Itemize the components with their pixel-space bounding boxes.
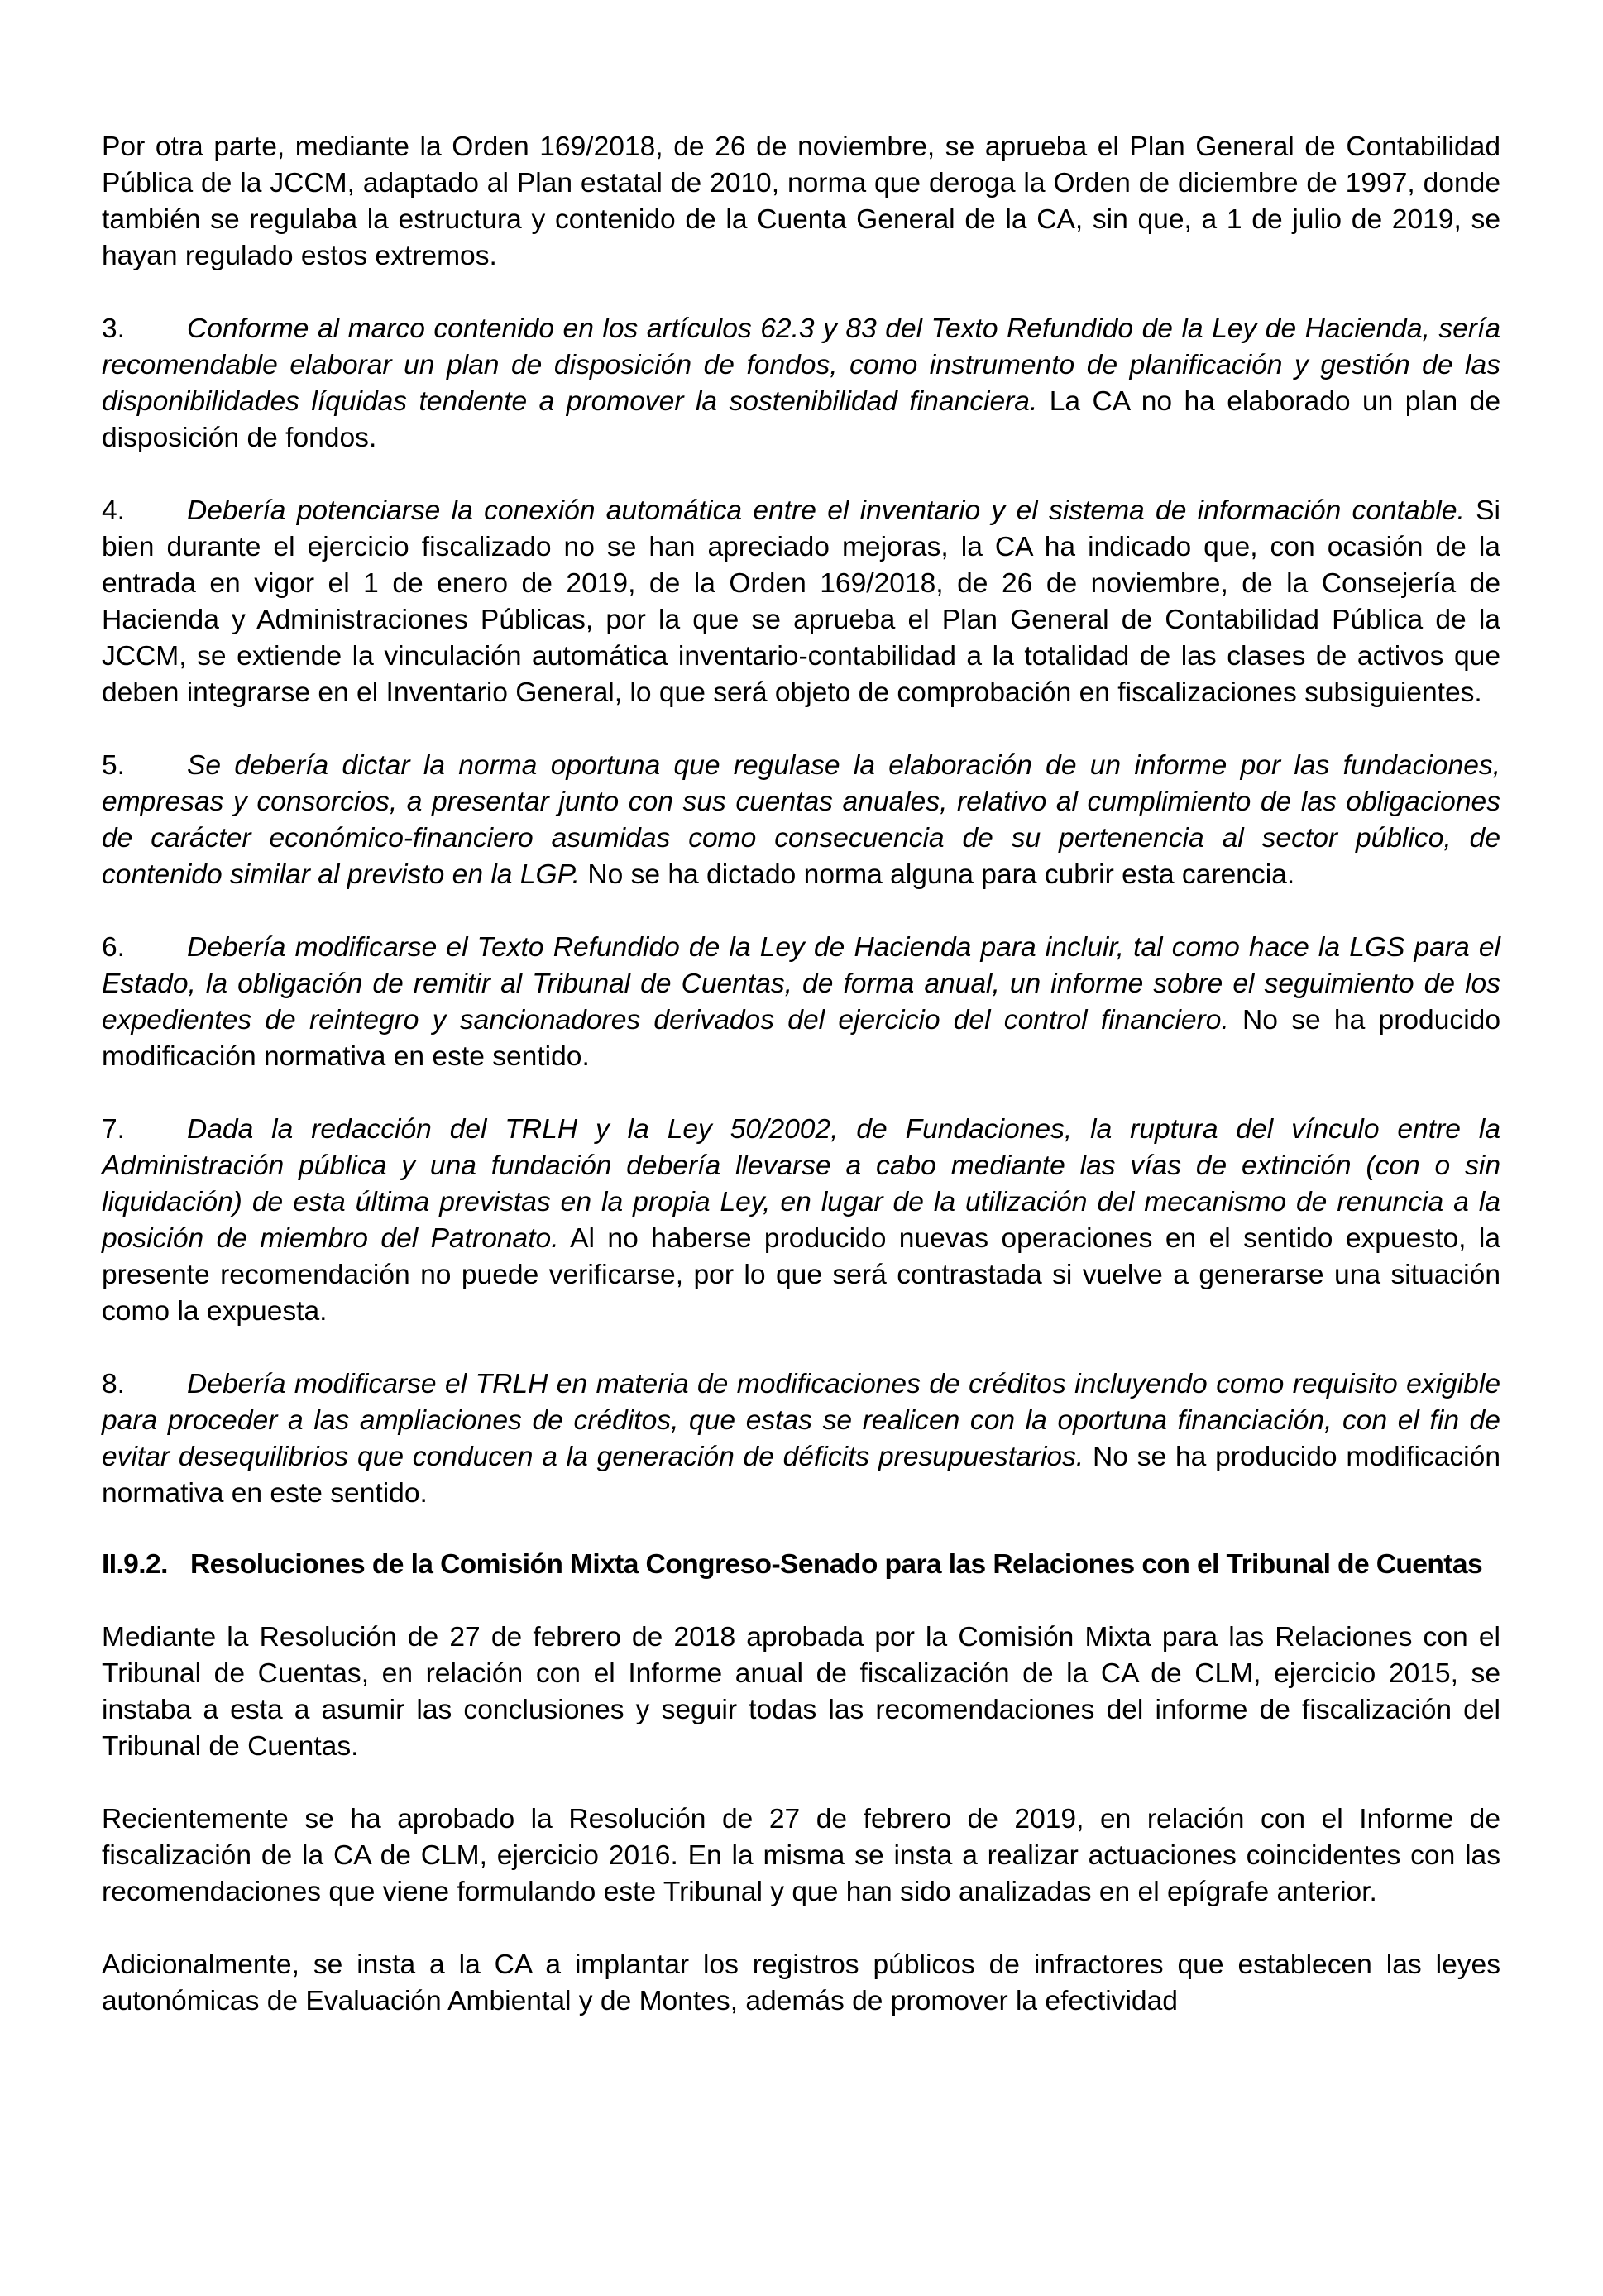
- recommendation-3: [102, 311, 1500, 457]
- recommendation-number: 8.: [102, 1369, 126, 1399]
- paragraph-text: Por otra parte, mediante la Orden 169/2018, de 26 de noviembre, se aprueba el Plan General de Contabilidad Pública de la JCCM, adaptado al Plan estatal de 2010, norma que deroga la Orden de diciembre de 1997, donde también se regulaba la estructura y contenido de la Cuenta General de la CA, sin que, a 1 de julio de 2019, se hayan regulado estos extremos.: [102, 132, 1500, 271]
- recommendation-status: No se ha producido modificación normativa en este sentido.: [102, 1005, 1501, 1072]
- section-title: Resoluciones de la Comisión Mixta Congreso-Senado para las Relaciones con el Tribunal de Cuentas: [190, 1549, 1483, 1580]
- paragraph-intro: [102, 129, 1500, 275]
- recommendation-text: Se debería dictar la norma oportuna que regulase la elaboración de un informe por las fundaciones, empresas y consorcios, a presentar junto con sus cuentas anuales, relativo al cumplimiento de las obligaciones de carácter económico-financiero asumidas como consecuencia de su pertenencia al sector público, de contenido similar al previsto en la LGP.: [102, 750, 1500, 890]
- section-paragraph: Mediante la Resolución de 27 de febrero de 2018 aprobada por la Comisión Mixta para las Relaciones con el Tribunal de Cuentas, en relación con el Informe anual de fiscalización de la CA de CLM, ejercicio 2015, se instaba a esta a asumir las conclusiones y seguir todas las recomendaciones del informe de fiscalización del Tribunal de Cuentas.: [102, 1622, 1500, 1762]
- recommendation-number: 6.: [102, 932, 126, 963]
- recommendation-status: Si bien durante el ejercicio fiscalizado no se han apreciado mejoras, la CA ha indicado que, con ocasión de la entrada en vigor el 1 de enero de 2019, de la Orden 169/2018, de 26 de noviembre, de la Consejería de Hacienda y Administraciones Públicas, por la que se aprueba el Plan General de Contabilidad Pública de la JCCM, se extiende la vinculación automática inventario-contabilidad a la totalidad de las clases de activos que deben integrarse en el Inventario General, lo que será objeto de comprobación en fiscalizaciones subsiguientes.: [102, 495, 1501, 708]
- recommendation-text: Dada la redacción del TRLH y la Ley 50/2002, de Fundaciones, la ruptura del vínculo entre la Administración pública y una fundación debería llevarse a cabo mediante las vías de extinción (con o sin liquidación) de esta última previstas en la propia Ley, en lugar de la utilización del mecanismo de renuncia a la posición de miembro del Patronato.: [102, 1114, 1500, 1254]
- recommendation-text: Conforme al marco contenido en los artículos 62.3 y 83 del Texto Refundido de la Ley de Hacienda, sería recomendable elaborar un plan de disposición de fondos, como instrumento de planificación y gestión de las disponibilidades líquidas tendente a promover la sostenibilidad financiera.: [102, 313, 1500, 417]
- recommendation-number: 5.: [102, 750, 126, 781]
- recommendation-7: [102, 1112, 1500, 1330]
- recommendation-6: [102, 930, 1500, 1075]
- recommendation-status: Al no haberse producido nuevas operaciones en el sentido expuesto, la presente recomendación no puede verificarse, por lo que será contrastada si vuelve a generarse una situación como la expuesta.: [102, 1223, 1500, 1327]
- section-paragraph: Adicionalmente, se insta a la CA a implantar los registros públicos de infractores que establecen las leyes autonómicas de Evaluación Ambiental y de Montes, además de promover la efectividad: [102, 1949, 1500, 2016]
- section-heading: [102, 1547, 1500, 1583]
- recommendation-number: 4.: [102, 495, 126, 526]
- recommendation-4: [102, 493, 1500, 711]
- recommendation-8: [102, 1366, 1500, 1512]
- recommendation-text: Debería modificarse el Texto Refundido de la Ley de Hacienda para incluir, tal como hace la LGS para el Estado, la obligación de remitir al Tribunal de Cuentas, de forma anual, un informe sobre el seguimiento de los expedientes de reintegro y sancionadores derivados del ejercicio del control financiero.: [102, 932, 1500, 1036]
- recommendation-text: Debería modificarse el TRLH en materia de modificaciones de créditos incluyendo como requisito exigible para proceder a las ampliaciones de créditos, que estas se realicen con la oportuna financiación, con el fin de evitar desequilibrios que conducen a la generación de déficits presupuestarios.: [102, 1369, 1500, 1472]
- recommendation-number: 7.: [102, 1114, 126, 1145]
- recommendation-5: [102, 748, 1500, 893]
- recommendation-status: No se ha dictado norma alguna para cubrir esta carencia.: [579, 859, 1295, 890]
- section-number: II.9.2.: [102, 1549, 168, 1580]
- document-page: [102, 129, 1500, 2020]
- recommendation-status: No se ha producido modificación normativa en este sentido.: [102, 1442, 1500, 1509]
- section-paragraph: Recientemente se ha aprobado la Resolución de 27 de febrero de 2019, en relación con el Informe de fiscalización de la CA de CLM, ejercicio 2016. En la misma se insta a realizar actuaciones coincidentes con las recomendaciones que viene formulando este Tribunal y que han sido analizadas en el epígrafe anterior.: [102, 1804, 1500, 1907]
- recommendation-text: Debería potenciarse la conexión automática entre el inventario y el sistema de información contable.: [187, 495, 1465, 526]
- recommendation-status: La CA no ha elaborado un plan de disposición de fondos.: [102, 386, 1500, 453]
- recommendation-number: 3.: [102, 313, 126, 344]
